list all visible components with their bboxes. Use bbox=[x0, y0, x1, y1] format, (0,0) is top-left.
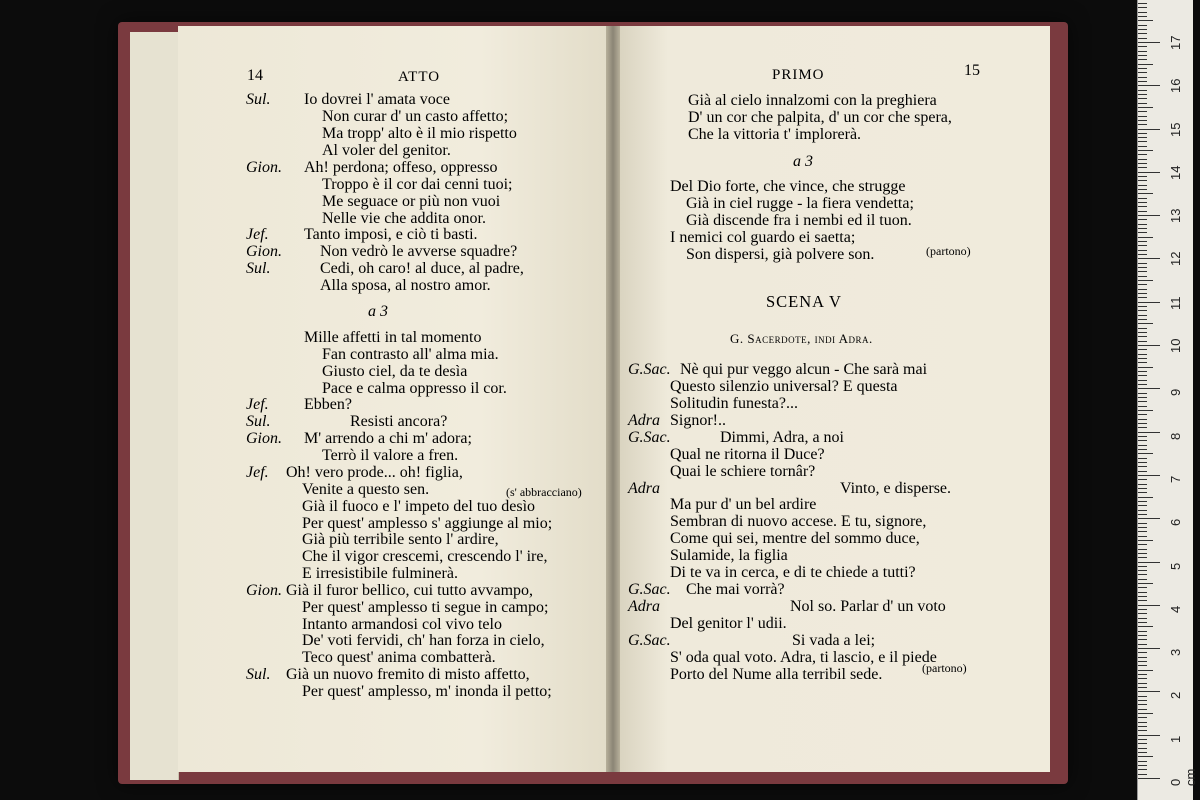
ruler-tick bbox=[1138, 237, 1153, 238]
verse-line: Che il vigor crescemi, crescendo l' ire, bbox=[302, 548, 548, 565]
ruler-tick bbox=[1138, 774, 1147, 775]
ruler-tick bbox=[1138, 531, 1147, 532]
ruler-label: 1 bbox=[1168, 735, 1183, 743]
ruler-tick bbox=[1138, 215, 1160, 216]
ruler-tick bbox=[1138, 743, 1147, 744]
verse-line: Ma pur d' un bel ardire bbox=[670, 496, 817, 513]
ruler-tick bbox=[1138, 445, 1147, 446]
ruler-tick bbox=[1138, 687, 1147, 688]
ruler-tick bbox=[1138, 492, 1147, 493]
speaker-label: Gion. bbox=[246, 159, 282, 176]
speaker-label: Sul. bbox=[246, 91, 271, 108]
verse-line: Venite a questo sen. bbox=[302, 481, 430, 498]
verse-line: I nemici col guardo ei saetta; bbox=[670, 229, 856, 246]
ruler-tick bbox=[1138, 146, 1147, 147]
ruler-tick bbox=[1138, 726, 1147, 727]
ruler-tick bbox=[1138, 310, 1147, 311]
ruler-tick bbox=[1138, 362, 1147, 363]
ruler-label: 7 bbox=[1168, 475, 1183, 483]
ruler-tick bbox=[1138, 116, 1147, 117]
ruler-tick bbox=[1138, 289, 1147, 290]
verse-line: Giusto ciel, da te desìa bbox=[322, 363, 468, 380]
ruler-tick bbox=[1138, 527, 1147, 528]
ruler-tick bbox=[1138, 211, 1147, 212]
speaker-label: G.Sac. bbox=[628, 581, 671, 598]
scene-characters: G. Sacerdote, indi Adra. bbox=[730, 331, 873, 346]
book-gutter bbox=[606, 26, 620, 772]
ruler-tick bbox=[1138, 479, 1147, 480]
ruler-tick bbox=[1138, 176, 1147, 177]
ruler-tick bbox=[1138, 150, 1153, 151]
ruler-tick bbox=[1138, 276, 1147, 277]
ruler-tick bbox=[1138, 644, 1147, 645]
ruler-tick bbox=[1138, 648, 1160, 649]
ruler-tick bbox=[1138, 631, 1147, 632]
verse-line: Per quest' amplesso ti segue in campo; bbox=[302, 599, 549, 616]
ruler-tick bbox=[1138, 748, 1147, 749]
ruler-label: 3 bbox=[1168, 648, 1183, 657]
ruler-tick bbox=[1138, 7, 1147, 8]
ruler-tick bbox=[1138, 3, 1147, 4]
ruler-tick bbox=[1138, 94, 1147, 95]
ruler-tick bbox=[1138, 77, 1147, 78]
left-running-head: ATTO bbox=[398, 69, 441, 85]
ruler-tick bbox=[1138, 427, 1147, 428]
ruler-tick bbox=[1138, 488, 1147, 489]
ruler-tick bbox=[1138, 280, 1153, 281]
ruler-tick bbox=[1138, 42, 1160, 43]
ruler-tick bbox=[1138, 635, 1147, 636]
ruler-tick bbox=[1138, 172, 1160, 173]
ruler-label: 2 bbox=[1168, 692, 1183, 700]
verse-line: Già più terribile sento l' ardire, bbox=[302, 531, 499, 548]
ruler-tick bbox=[1138, 297, 1147, 298]
ruler-tick bbox=[1138, 64, 1153, 65]
ruler-tick bbox=[1138, 323, 1153, 324]
ruler-tick bbox=[1138, 678, 1147, 679]
ruler-tick bbox=[1138, 484, 1147, 485]
speaker-label: Sul. bbox=[246, 666, 271, 683]
ruler-tick bbox=[1138, 167, 1147, 168]
verse-line: Che mai vorrà? bbox=[686, 581, 785, 598]
ruler-tick bbox=[1138, 756, 1153, 757]
ruler-tick bbox=[1138, 652, 1147, 653]
ruler-tick bbox=[1138, 618, 1147, 619]
ruler-tick bbox=[1138, 55, 1147, 56]
ruler-tick bbox=[1138, 254, 1147, 255]
verse-line: Si vada a lei; bbox=[792, 632, 876, 649]
speaker-label: G.Sac. bbox=[628, 429, 671, 446]
ruler-tick bbox=[1138, 713, 1153, 714]
stage-direction-exit-2: (partono) bbox=[922, 661, 967, 675]
ruler-tick bbox=[1138, 284, 1147, 285]
verse-line: Teco quest' anima combatterà. bbox=[302, 649, 496, 666]
verse-line: Già in ciel rugge - la fiera vendetta; bbox=[686, 195, 914, 212]
verse-line: Intanto armandosi col vivo telo bbox=[302, 616, 502, 633]
verse-line: Pace e calma oppresso il cor. bbox=[322, 380, 507, 397]
verse-line: Cedi, oh caro! al duce, al padre, bbox=[320, 260, 524, 277]
verse-line: E irresistibile fulminerà. bbox=[302, 565, 458, 582]
ruler-tick bbox=[1138, 219, 1147, 220]
ruler-tick bbox=[1138, 414, 1147, 415]
ruler-tick bbox=[1138, 388, 1160, 389]
ruler-tick bbox=[1138, 661, 1147, 662]
verse-line: Mille affetti in tal momento bbox=[304, 329, 482, 346]
verse-line: Terrò il valore a fren. bbox=[322, 447, 459, 464]
ruler-tick bbox=[1138, 557, 1147, 558]
ruler-tick bbox=[1138, 224, 1147, 225]
ruler-tick bbox=[1138, 657, 1147, 658]
flyleaf bbox=[130, 32, 179, 780]
ruler-tick bbox=[1138, 471, 1147, 472]
verse-line: Già discende fra i nembi ed il tuon. bbox=[686, 212, 912, 229]
ruler-tick bbox=[1138, 103, 1147, 104]
speaker-label: Adra bbox=[628, 598, 660, 615]
ruler-tick bbox=[1138, 587, 1147, 588]
ruler-tick bbox=[1138, 349, 1147, 350]
ruler-tick bbox=[1138, 553, 1147, 554]
verse-line: Già il furor bellico, cui tutto avvampo, bbox=[286, 582, 534, 599]
ruler-tick bbox=[1138, 107, 1153, 108]
verse-line: a 3 bbox=[793, 153, 813, 170]
ruler-tick bbox=[1138, 228, 1147, 229]
ruler-tick bbox=[1138, 336, 1147, 337]
ruler-tick bbox=[1138, 198, 1147, 199]
ruler-tick bbox=[1138, 345, 1160, 346]
verse-line: M' arrendo a chi m' adora; bbox=[304, 430, 472, 447]
ruler-tick bbox=[1138, 380, 1147, 381]
ruler-tick bbox=[1138, 111, 1147, 112]
verse-line: Io dovrei l' amata voce bbox=[304, 91, 450, 108]
speaker-label: Jef. bbox=[246, 396, 269, 413]
speaker-label: G.Sac. bbox=[628, 361, 671, 378]
speaker-label: G.Sac. bbox=[628, 632, 671, 649]
ruler-tick bbox=[1138, 328, 1147, 329]
ruler-label: 5 bbox=[1168, 562, 1183, 570]
verse-line: Sulamide, la figlia bbox=[670, 547, 788, 564]
ruler-tick bbox=[1138, 358, 1147, 359]
verse-line: Per quest' amplesso s' aggiunge al mio; bbox=[302, 515, 553, 532]
ruler-tick bbox=[1138, 518, 1160, 519]
ruler-tick bbox=[1138, 605, 1160, 606]
ruler-tick bbox=[1138, 163, 1147, 164]
ruler-tick bbox=[1138, 133, 1147, 134]
verse-line: Dimmi, Adra, a noi bbox=[720, 429, 844, 446]
ruler-tick bbox=[1138, 367, 1153, 368]
ruler-tick bbox=[1138, 129, 1160, 130]
ruler-tick bbox=[1138, 206, 1147, 207]
ruler-tick bbox=[1138, 778, 1160, 779]
ruler-tick bbox=[1138, 549, 1147, 550]
ruler-tick bbox=[1138, 141, 1147, 142]
ruler-tick bbox=[1138, 393, 1147, 394]
ruler-tick bbox=[1138, 462, 1147, 463]
ruler-tick bbox=[1138, 596, 1147, 597]
speaker-label: Sul. bbox=[246, 260, 271, 277]
speaker-label: Gion. bbox=[246, 430, 282, 447]
ruler-tick bbox=[1138, 154, 1147, 155]
ruler-tick bbox=[1138, 696, 1147, 697]
stage-direction-exit-1: (partono) bbox=[926, 244, 971, 258]
ruler-tick bbox=[1138, 639, 1147, 640]
ruler-tick bbox=[1138, 397, 1147, 398]
ruler-label: 13 bbox=[1168, 208, 1183, 224]
verse-line: Sembran di nuovo accese. E tu, signore, bbox=[670, 513, 927, 530]
ruler-label: 4 bbox=[1168, 605, 1183, 613]
ruler-tick bbox=[1138, 691, 1160, 692]
ruler-tick bbox=[1138, 271, 1147, 272]
verse-line: Quai le schiere tornâr? bbox=[670, 463, 816, 480]
ruler-tick bbox=[1138, 574, 1147, 575]
stage-direction-embrace: (s' abbracciano) bbox=[506, 485, 582, 499]
scene-heading: SCENA V bbox=[766, 292, 842, 311]
ruler-tick bbox=[1138, 371, 1147, 372]
verse-line: Di te va in cerca, e di te chiede a tutti? bbox=[670, 564, 916, 581]
ruler-tick bbox=[1138, 185, 1147, 186]
verse-line: Resisti ancora? bbox=[350, 413, 448, 430]
ruler-tick bbox=[1138, 735, 1160, 736]
ruler-tick bbox=[1138, 51, 1147, 52]
ruler-tick bbox=[1138, 717, 1147, 718]
ruler-tick bbox=[1138, 16, 1147, 17]
ruler-tick bbox=[1138, 302, 1160, 303]
ruler-tick bbox=[1138, 419, 1147, 420]
ruler-tick bbox=[1138, 626, 1153, 627]
ruler-tick bbox=[1138, 124, 1147, 125]
ruler-tick bbox=[1138, 193, 1153, 194]
verse-line: Alla sposa, al nostro amor. bbox=[320, 277, 491, 294]
ruler-tick bbox=[1138, 739, 1147, 740]
verse-line: Tanto imposi, e ciò ti basti. bbox=[304, 226, 478, 243]
verse-line: Che la vittoria t' implorerà. bbox=[688, 126, 862, 143]
ruler-tick bbox=[1138, 306, 1147, 307]
verse-line: Del Dio forte, che vince, che strugge bbox=[670, 178, 906, 195]
right-running-head: PRIMO bbox=[772, 67, 825, 83]
ruler-tick bbox=[1138, 258, 1160, 259]
ruler-tick bbox=[1138, 536, 1147, 537]
ruler-tick bbox=[1138, 709, 1147, 710]
verse-line: Ah! perdona; offeso, oppresso bbox=[304, 159, 498, 176]
ruler-tick bbox=[1138, 384, 1147, 385]
ruler-tick bbox=[1138, 245, 1147, 246]
ruler-tick bbox=[1138, 562, 1160, 563]
ruler-tick bbox=[1138, 159, 1147, 160]
ruler-tick bbox=[1138, 458, 1147, 459]
ruler-tick bbox=[1138, 250, 1147, 251]
ruler-tick bbox=[1138, 510, 1147, 511]
speaker-label: Sul. bbox=[246, 413, 271, 430]
ruler-tick bbox=[1138, 202, 1147, 203]
verse-line: Già un nuovo fremito di misto affetto, bbox=[286, 666, 530, 683]
verse-line: Non vedrò le avverse squadre? bbox=[320, 243, 518, 260]
measurement-ruler bbox=[1137, 0, 1198, 800]
ruler-tick bbox=[1138, 505, 1147, 506]
ruler-tick bbox=[1138, 752, 1147, 753]
ruler-tick bbox=[1138, 609, 1147, 610]
ruler-tick bbox=[1138, 440, 1147, 441]
ruler-tick bbox=[1138, 410, 1153, 411]
verse-line: Nol so. Parlar d' un voto bbox=[790, 598, 946, 615]
ruler-tick bbox=[1138, 700, 1147, 701]
ruler-tick bbox=[1138, 722, 1147, 723]
verse-line: Per quest' amplesso, m' inonda il petto; bbox=[302, 683, 552, 700]
verse-line: a 3 bbox=[368, 303, 388, 320]
verse-line: Come qui sei, mentre del sommo duce, bbox=[670, 530, 920, 547]
ruler-tick bbox=[1138, 59, 1147, 60]
ruler-label: 8 bbox=[1168, 432, 1183, 440]
ruler-tick bbox=[1138, 180, 1147, 181]
verse-line: D' un cor che palpita, d' un cor che spera, bbox=[688, 109, 952, 126]
speaker-label: Gion. bbox=[246, 243, 282, 260]
verse-line: Troppo è il cor dai cenni tuoi; bbox=[322, 176, 513, 193]
speaker-label: Jef. bbox=[246, 464, 269, 481]
ruler-tick bbox=[1138, 423, 1147, 424]
ruler-tick bbox=[1138, 81, 1147, 82]
ruler-tick bbox=[1138, 90, 1147, 91]
ruler-tick bbox=[1138, 72, 1147, 73]
ruler-tick bbox=[1138, 319, 1147, 320]
ruler-tick bbox=[1138, 20, 1153, 21]
verse-line: Son dispersi, già polvere son. bbox=[686, 246, 875, 263]
verse-line: Questo silenzio universal? E questa bbox=[670, 378, 898, 395]
ruler-tick bbox=[1138, 293, 1147, 294]
ruler-tick bbox=[1138, 267, 1147, 268]
ruler-tick bbox=[1138, 12, 1147, 13]
ruler-label: 9 bbox=[1168, 389, 1183, 397]
ruler-tick bbox=[1138, 622, 1147, 623]
ruler-tick bbox=[1138, 315, 1147, 316]
verse-line: S' oda qual voto. Adra, ti lascio, e il piede bbox=[670, 649, 937, 666]
ruler-tick bbox=[1138, 33, 1147, 34]
ruler-tick bbox=[1138, 375, 1147, 376]
ruler-tick bbox=[1138, 263, 1147, 264]
verse-line: Porto del Nume alla terribil sede. bbox=[670, 666, 883, 683]
speaker-label: Adra bbox=[628, 480, 660, 497]
ruler-tick bbox=[1138, 401, 1147, 402]
ruler-label: 0 cm bbox=[1168, 768, 1198, 786]
ruler-tick bbox=[1138, 85, 1160, 86]
ruler-label: 17 bbox=[1168, 35, 1183, 50]
ruler-tick bbox=[1138, 341, 1147, 342]
ruler-tick bbox=[1138, 98, 1147, 99]
ruler-tick bbox=[1138, 466, 1147, 467]
ruler-tick bbox=[1138, 665, 1147, 666]
ruler-tick bbox=[1138, 29, 1147, 30]
ruler-label: 10 bbox=[1168, 338, 1183, 353]
ruler-tick bbox=[1138, 497, 1153, 498]
ruler-tick bbox=[1138, 25, 1147, 26]
ruler-tick bbox=[1138, 765, 1147, 766]
verse-line: Solitudin funesta?... bbox=[670, 395, 798, 412]
verse-line: Nè qui pur veggo alcun - Che sarà mai bbox=[680, 361, 928, 378]
ruler-tick bbox=[1138, 354, 1147, 355]
ruler-tick bbox=[1138, 566, 1147, 567]
ruler-tick bbox=[1138, 761, 1147, 762]
verse-line: Al voler del genitor. bbox=[322, 142, 451, 159]
ruler-tick bbox=[1138, 544, 1147, 545]
ruler-tick bbox=[1138, 232, 1147, 233]
ruler-tick bbox=[1138, 704, 1147, 705]
ruler-tick bbox=[1138, 453, 1153, 454]
verse-line: Già al cielo innalzomi con la preghiera bbox=[688, 92, 937, 109]
ruler-tick bbox=[1138, 683, 1147, 684]
verse-line: De' voti fervidi, ch' han forza in cielo, bbox=[302, 632, 545, 649]
verse-line: Vinto, e disperse. bbox=[840, 480, 952, 497]
ruler-label: 14 bbox=[1168, 165, 1183, 180]
verse-line: Ebben? bbox=[304, 396, 352, 413]
verse-line: Del genitor l' udii. bbox=[670, 615, 787, 632]
verse-line: Me seguace or più non vuoi bbox=[322, 193, 501, 210]
ruler-tick bbox=[1138, 583, 1153, 584]
ruler-tick bbox=[1138, 600, 1147, 601]
verse-line: Oh! vero prode... oh! figlia, bbox=[286, 464, 463, 481]
ruler-tick bbox=[1138, 670, 1153, 671]
ruler-tick bbox=[1138, 613, 1147, 614]
ruler-tick bbox=[1138, 432, 1160, 433]
ruler-tick bbox=[1138, 137, 1147, 138]
ruler-tick bbox=[1138, 436, 1147, 437]
ruler-label: 15 bbox=[1168, 122, 1183, 137]
ruler-tick bbox=[1138, 501, 1147, 502]
verse-line: Non curar d' un casto affetto; bbox=[322, 108, 509, 125]
verse-line: Già il fuoco e l' impeto del tuo desìo bbox=[302, 498, 536, 515]
ruler-tick bbox=[1138, 540, 1153, 541]
ruler-tick bbox=[1138, 769, 1147, 770]
ruler-tick bbox=[1138, 189, 1147, 190]
ruler-tick bbox=[1138, 449, 1147, 450]
ruler-label: 16 bbox=[1168, 78, 1183, 94]
verse-line: Qual ne ritorna il Duce? bbox=[670, 446, 825, 463]
ruler-tick bbox=[1138, 475, 1160, 476]
left-page-number: 14 bbox=[247, 67, 263, 84]
ruler-tick bbox=[1138, 68, 1147, 69]
ruler-tick bbox=[1138, 730, 1147, 731]
ruler-tick bbox=[1138, 406, 1147, 407]
ruler-label: 12 bbox=[1168, 251, 1183, 267]
ruler-tick bbox=[1138, 46, 1147, 47]
verse-line: Nelle vie che addita onor. bbox=[322, 210, 486, 227]
ruler-tick bbox=[1138, 523, 1147, 524]
speaker-label: Adra bbox=[628, 412, 660, 429]
ruler-tick bbox=[1138, 674, 1147, 675]
ruler-tick bbox=[1138, 120, 1147, 121]
ruler-label: 11 bbox=[1168, 296, 1183, 310]
speaker-label: Gion. bbox=[246, 582, 282, 599]
speaker-label: Jef. bbox=[246, 226, 269, 243]
verse-line: Ma tropp' alto è il mio rispetto bbox=[322, 125, 517, 142]
ruler-tick bbox=[1138, 570, 1147, 571]
ruler-tick bbox=[1138, 579, 1147, 580]
ruler-tick bbox=[1138, 592, 1147, 593]
ruler-tick bbox=[1138, 332, 1147, 333]
ruler-tick bbox=[1138, 514, 1147, 515]
verse-line: Fan contrasto all' alma mia. bbox=[322, 346, 499, 363]
ruler-tick bbox=[1138, 38, 1147, 39]
verse-line: Signor!.. bbox=[670, 412, 726, 429]
ruler-label: 6 bbox=[1168, 518, 1183, 527]
right-page-number: 15 bbox=[964, 62, 980, 79]
ruler-tick bbox=[1138, 241, 1147, 242]
